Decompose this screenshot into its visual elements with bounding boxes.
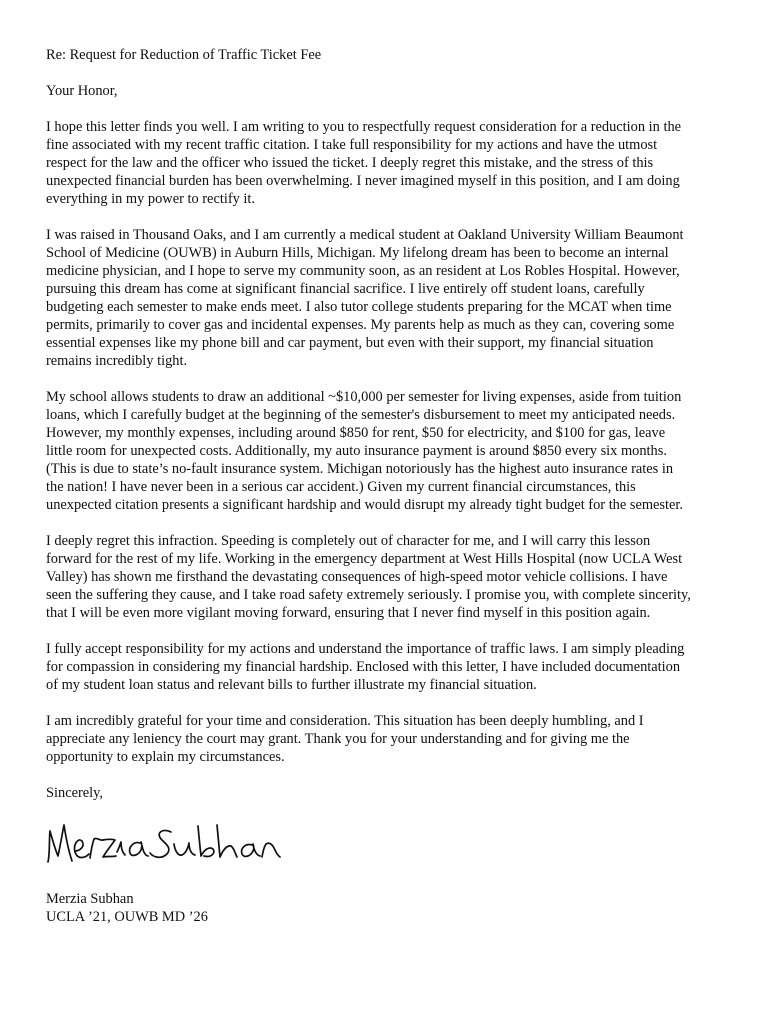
paragraph-line: seen the suffering they cause, and I take road safety extremely seriously. I promise you, with complete sincerity,	[46, 587, 691, 603]
paragraph-line: pursuing this dream has come at significant financial sacrifice. I live entirely off student loans, carefully	[46, 281, 645, 297]
signer-credentials: UCLA ’21, OUWB MD ’26	[46, 909, 208, 925]
paragraph-line: I deeply regret this infraction. Speeding is completely out of character for me, and I will carry this lesson	[46, 533, 651, 549]
paragraph-3	[46, 388, 736, 514]
signer-name: Merzia Subhan	[46, 891, 134, 907]
paragraph-line: unexpected citation presents a significant hardship and would disrupt my already tight budget for the semester.	[46, 497, 684, 513]
handwritten-signature	[42, 808, 292, 882]
paragraph-line: essential expenses like my phone bill and car payment, but even with their support, my financial situation	[46, 335, 654, 351]
paragraph-6	[46, 712, 736, 766]
paragraph-2	[46, 226, 736, 370]
letter-closing: Sincerely,	[46, 785, 104, 801]
paragraph-line: However, my monthly expenses, including around $850 for rent, $50 for electricity, and $100 for gas, leave	[46, 425, 666, 441]
paragraph-line: unexpected financial burden has been overwhelming. I never imagined myself in this position, and I am doing	[46, 173, 680, 189]
paragraph-line: fine associated with my recent traffic citation. I take full responsibility for my actions and have the utmost	[46, 137, 658, 153]
paragraph-line: that I will be even more vigilant moving forward, ensuring that I never find myself in this position again.	[46, 605, 651, 621]
paragraph-line: Valley) has shown me firsthand the devastating consequences of high-speed motor vehicle collisions. I have	[46, 569, 668, 585]
paragraph-line: for compassion in considering my financial hardship. Enclosed with this letter, I have included documentation	[46, 659, 681, 675]
paragraph-line: I was raised in Thousand Oaks, and I am currently a medical student at Oakland University William Beaumont	[46, 227, 684, 243]
paragraph-line: everything in my power to rectify it.	[46, 191, 256, 207]
paragraph-line: the nation! I have never been in a serious car accident.) Given my current financial circumstances, this	[46, 479, 636, 495]
paragraph-line: opportunity to explain my circumstances.	[46, 749, 285, 765]
letter-salutation: Your Honor,	[46, 83, 118, 99]
letter-body	[46, 118, 736, 766]
paragraph-line: budgeting each semester to make ends meet. I also tutor college students preparing for the MCAT when time	[46, 299, 672, 315]
letter-subject: Re: Request for Reduction of Traffic Ticket Fee	[46, 47, 322, 63]
paragraph-line: medicine physician, and I hope to serve my community soon, as an resident at Los Robles Hospital. However,	[46, 263, 680, 279]
letter	[46, 46, 736, 926]
paragraph-line: forward for the rest of my life. Working in the emergency department at West Hills Hospital (now UCLA West	[46, 551, 683, 567]
paragraph-line: I am incredibly grateful for your time and consideration. This situation has been deeply humbling, and I	[46, 713, 644, 729]
paragraph-line: appreciate any leniency the court may grant. Thank you for your understanding and for giving me the	[46, 731, 630, 747]
paragraph-line: permits, primarily to cover gas and incidental expenses. My parents help as much as they can, covering some	[46, 317, 675, 333]
paragraph-1	[46, 118, 736, 208]
paragraph-line: remains incredibly tight.	[46, 353, 188, 369]
paragraph-line: little room for unexpected costs. Additionally, my auto insurance payment is around $850 every six months.	[46, 443, 667, 459]
paragraph-line: (This is due to state’s no-fault insurance system. Michigan notoriously has the highest auto insurance rates in	[46, 461, 674, 477]
signature-block	[46, 890, 736, 926]
paragraph-line: My school allows students to draw an additional ~$10,000 per semester for living expenses, aside from tuition	[46, 389, 682, 405]
paragraph-line: loans, which I carefully budget at the beginning of the semester's disbursement to meet my anticipated needs.	[46, 407, 676, 423]
paragraph-line: of my student loan status and relevant bills to further illustrate my financial situation.	[46, 677, 537, 693]
paragraph-line: I fully accept responsibility for my actions and understand the importance of traffic laws. I am simply pleading	[46, 641, 685, 657]
paragraph-line: School of Medicine (OUWB) in Auburn Hills, Michigan. My lifelong dream has been to become an internal	[46, 245, 669, 261]
paragraph-5	[46, 640, 736, 694]
paragraph-line: I hope this letter finds you well. I am writing to you to respectfully request consideration for a reduction in the	[46, 119, 682, 135]
paragraph-line: respect for the law and the officer who issued the ticket. I deeply regret this mistake, and the stress of this	[46, 155, 654, 171]
paragraph-4	[46, 532, 736, 622]
